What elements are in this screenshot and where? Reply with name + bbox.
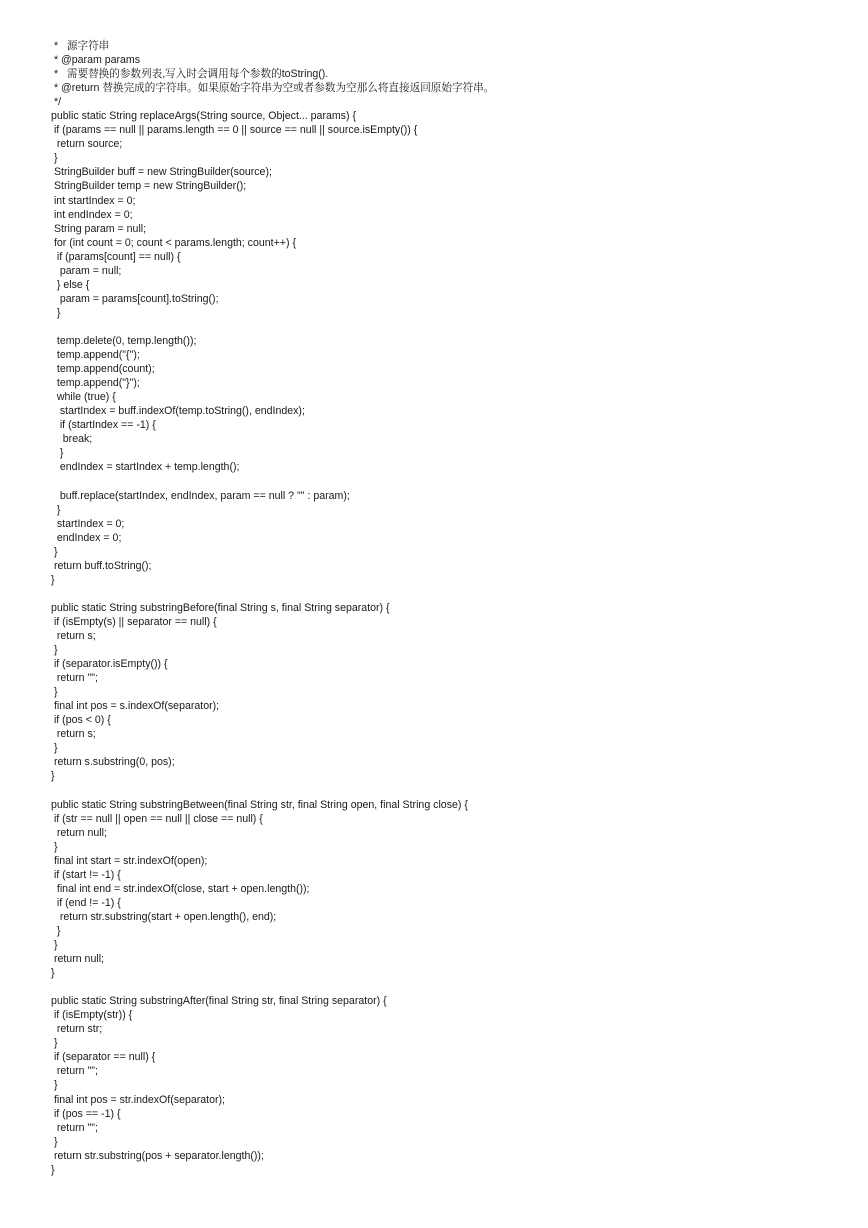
- code-line: if (pos == -1) {: [51, 1107, 121, 1120]
- code-line: temp.append(count);: [51, 363, 155, 376]
- code-line: }: [51, 686, 58, 699]
- code-line: while (true) {: [51, 391, 116, 404]
- code-line: if (startIndex == -1) {: [51, 419, 156, 432]
- code-line: */: [51, 96, 62, 109]
- code-line: final int pos = s.indexOf(separator);: [51, 700, 220, 713]
- code-line: }: [51, 152, 58, 165]
- code-line: return "";: [51, 672, 98, 685]
- code-line: }: [51, 1163, 55, 1176]
- code-line: if (separator == null) {: [51, 1051, 156, 1064]
- code-line: if (params[count] == null) {: [51, 250, 181, 263]
- code-line: if (isEmpty(s) || separator == null) {: [51, 615, 217, 628]
- code-line: if (end != -1) {: [51, 896, 121, 909]
- code-line: StringBuilder buff = new StringBuilder(source);: [51, 166, 272, 179]
- code-line: if (pos < 0) {: [51, 714, 111, 727]
- code-line: [51, 783, 841, 797]
- code-line: [51, 474, 841, 488]
- code-line: return str.substring(pos + separator.length());: [51, 1149, 264, 1162]
- code-line: }: [51, 924, 61, 937]
- code-line: }: [51, 770, 55, 783]
- code-line: public static String substringBefore(final String s, final String separator) {: [51, 601, 390, 614]
- code-line: [51, 320, 841, 334]
- code-line: if (str == null || open == null || close == null) {: [51, 812, 263, 825]
- code-line: * @param params: [51, 54, 141, 67]
- code-line: final int start = str.indexOf(open);: [51, 854, 208, 867]
- code-line: }: [51, 840, 58, 853]
- code-line: param = params[count].toString();: [51, 292, 219, 305]
- code-line: return null;: [51, 953, 104, 966]
- code-line: public static String substringAfter(final String str, final String separator) {: [51, 995, 387, 1008]
- code-line: temp.append("{");: [51, 349, 140, 362]
- code-line: String param = null;: [51, 222, 147, 235]
- code-line: return str.substring(start + open.length(), end);: [51, 910, 277, 923]
- code-line: endIndex = 0;: [51, 531, 122, 544]
- code-line: }: [51, 644, 58, 657]
- code-line: return null;: [51, 826, 107, 839]
- code-line: * 源字符串: [51, 40, 110, 52]
- code-line: endIndex = startIndex + temp.length();: [51, 461, 240, 474]
- code-line: break;: [51, 433, 93, 446]
- code-line: StringBuilder temp = new StringBuilder();: [51, 180, 247, 193]
- code-line: * @return 替换完成的字符串。如果原始字符串为空或者参数为空那么将直接返回原始字符串。: [51, 82, 495, 95]
- code-line: temp.delete(0, temp.length());: [51, 334, 197, 347]
- code-line: if (params == null || params.length == 0 || source == null || source.isEmpty()) {: [51, 124, 418, 137]
- code-line: }: [51, 1079, 58, 1092]
- code-line: }: [51, 1135, 58, 1148]
- code-line: return source;: [51, 138, 123, 151]
- code-line: * 需要替换的参数列表,写入时会调用每个参数的toString().: [51, 68, 329, 81]
- code-line: }: [51, 447, 64, 460]
- code-line: }: [51, 967, 55, 980]
- code-line: startIndex = buff.indexOf(temp.toString(), endIndex);: [51, 405, 305, 418]
- code-line: return "";: [51, 1065, 98, 1078]
- code-line: return s;: [51, 629, 96, 642]
- code-block: [51, 39, 841, 1177]
- code-line: final int end = str.indexOf(close, start + open.length());: [51, 882, 310, 895]
- code-line: int endIndex = 0;: [51, 208, 133, 221]
- code-line: startIndex = 0;: [51, 517, 125, 530]
- code-line: param = null;: [51, 264, 122, 277]
- code-line: [51, 980, 841, 994]
- code-line: }: [51, 545, 58, 558]
- code-line: buff.replace(startIndex, endIndex, param == null ? "" : param);: [51, 489, 350, 502]
- code-line: return s.substring(0, pos);: [51, 756, 175, 769]
- code-line: public static String substringBetween(final String str, final String open, final String close) {: [51, 798, 468, 811]
- code-line: for (int count = 0; count < params.length; count++) {: [51, 236, 296, 249]
- code-line: int startIndex = 0;: [51, 194, 136, 207]
- code-line: [51, 587, 841, 601]
- code-line: temp.append("}");: [51, 377, 140, 390]
- code-line: } else {: [51, 278, 90, 291]
- code-line: final int pos = str.indexOf(separator);: [51, 1093, 225, 1106]
- code-line: if (start != -1) {: [51, 868, 121, 881]
- code-line: return s;: [51, 728, 96, 741]
- code-line: }: [51, 742, 58, 755]
- code-line: return buff.toString();: [51, 559, 152, 572]
- code-line: }: [51, 306, 61, 319]
- code-line: }: [51, 939, 58, 951]
- code-line: public static String replaceArgs(String source, Object... params) {: [51, 110, 356, 123]
- code-line: return "";: [51, 1121, 98, 1134]
- code-line: if (isEmpty(str)) {: [51, 1009, 133, 1022]
- code-line: }: [51, 503, 61, 516]
- code-line: return str;: [51, 1023, 103, 1036]
- code-line: }: [51, 573, 55, 586]
- code-line: }: [51, 1037, 58, 1050]
- code-line: if (separator.isEmpty()) {: [51, 658, 168, 671]
